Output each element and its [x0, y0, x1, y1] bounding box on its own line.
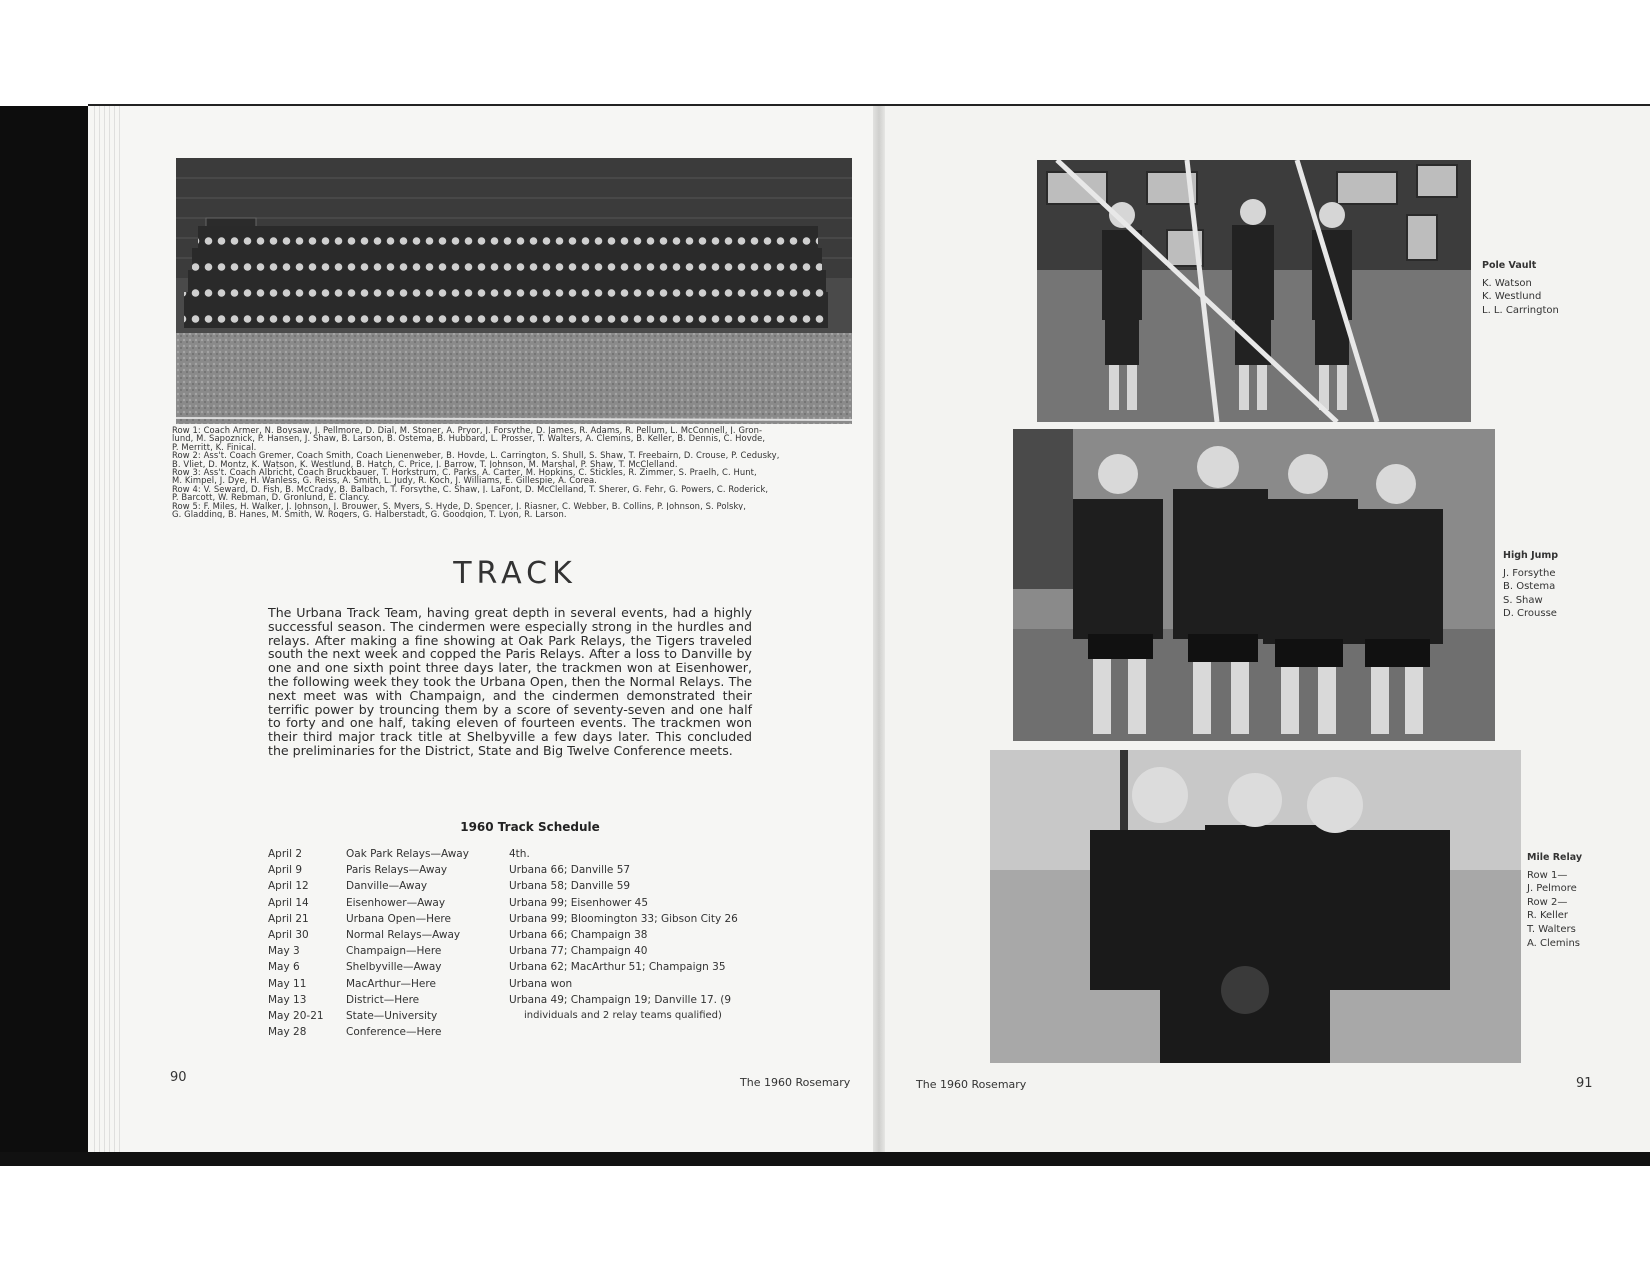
- caption-line: G. Gladding, B. Hanes, M. Smith, W. Rogers, G. Halberstadt, G. Goodgion, T. Lyon, R. Larson.: [172, 510, 567, 519]
- schedule-event: MacArthur—Here: [346, 977, 436, 990]
- schedule-date: April 2: [268, 848, 303, 860]
- schedule-result: Urbana 49; Champaign 19; Danville 17. (9: [509, 993, 732, 1006]
- mile-relay-heading: Mile Relay: [1527, 852, 1583, 863]
- scan-border-bottom: [0, 1152, 1650, 1166]
- caption-line: Row 1: Coach Armer, N. Boysaw, J. Pellmore, D. Dial, M. Stoner, A. Pryor, J. Forsythe, D. James, R. Adams, R. Pellum, L. McConnell, J. Gron-: [172, 426, 763, 435]
- schedule-date: April 21: [268, 912, 309, 925]
- caption-line: M. Kimpel, J. Dye, H. Wanless, G. Reiss, A. Smith, L. Judy, R. Koch, J. Williams, E. Gillespie, A. Corea.: [172, 476, 598, 485]
- caption-line: Row 4: V. Seward, D. Fish, B. McCrady, B. Balbach, T. Forsythe, C. Shaw, J. LaFont, D. McClelland, T. Sherer, G. Fehr, G. Powers, C. Roderick,: [172, 484, 769, 494]
- caption-line: Row 3: Ass't. Coach Albricht, Coach Bruckbauer, T. Horkstrum, C. Parks, A. Carter, M. Hopkins, C. Stickles, R. Zimmer, S. Praelh, C. Hunt,: [172, 468, 757, 477]
- athlete-name: K. Watson: [1482, 277, 1532, 289]
- relay-line: A. Clemins: [1527, 937, 1581, 949]
- article-body: The Urbana Track Team, having great depth in several events, had a highly successful season. The cindermen were especially strong in the hurdles and relays. After making a fine showing at Oak Park Relays, the Tigers traveled south the next week and copped the Paris Relays. After a loss to Danville by one and one sixth point three days later, the trackmen won at Eisenhower, the following week they took the Urbana Open, then the Normal Relays. The next meet was with Champaign, and the cindermen demonstrated their terrific power by trouncing them by a score of seventy-seven and one half to forty and one half, taking eleven of fourteen events. The trackmen won their third major track title at Shelbyville a few days later. This concluded the preliminaries for the District, State and Big Twelve Conference meets.: [268, 605, 752, 758]
- schedule-event: Oak Park Relays—Away: [346, 848, 469, 860]
- pole-vault-photo: [1037, 160, 1471, 422]
- schedule-event: Paris Relays—Away: [346, 864, 448, 877]
- page-number-right: 91: [1576, 1076, 1593, 1091]
- schedule-event: Normal Relays—Away: [346, 928, 461, 941]
- page-edge-lines: [94, 106, 124, 1152]
- athlete-name: L. L. Carrington: [1482, 304, 1559, 316]
- schedule-event: Eisenhower—Away: [346, 896, 446, 909]
- mile-relay-photo: [990, 750, 1521, 1063]
- schedule-event: Conference—Here: [346, 1026, 442, 1039]
- athlete-name: S. Shaw: [1503, 594, 1543, 606]
- schedule-result: Urbana 77; Champaign 40: [509, 945, 648, 958]
- schedule-note: individuals and 2 relay teams qualified): [524, 1010, 722, 1021]
- high-jump-photo: [1013, 429, 1495, 741]
- caption-line: P. Barcott, W. Rebman, D. Gronlund, E. Clancy.: [172, 493, 370, 502]
- relay-line: R. Keller: [1527, 910, 1568, 922]
- caption-line: Row 5: F. Miles, H. Walker, J. Johnson, J. Brouwer, S. Myers, S. Hyde, D. Spencer, J. Riasner, C. Webber, B. Collins, P. Johnson, S. Polsky,: [172, 501, 746, 511]
- relay-line: Row 1—: [1527, 869, 1568, 881]
- team-photo-caption: [172, 426, 852, 518]
- schedule-date: May 3: [268, 945, 300, 958]
- schedule-date: May 13: [268, 993, 307, 1006]
- page-title: TRACK: [453, 556, 577, 591]
- relay-line: T. Walters: [1527, 923, 1576, 935]
- schedule-result: Urbana 66; Champaign 38: [509, 928, 648, 941]
- team-photo: [176, 158, 852, 424]
- athlete-name: B. Ostema: [1503, 581, 1556, 593]
- caption-line: P. Merritt, K. Finical.: [172, 442, 257, 452]
- athlete-name: K. Westlund: [1482, 291, 1542, 303]
- schedule-result: Urbana 62; MacArthur 51; Champaign 35: [509, 961, 726, 974]
- high-jump-heading: High Jump: [1503, 550, 1559, 561]
- caption-line: B. Vliet, D. Montz, K. Watson, K. Westlund, B. Hatch, C. Price, J. Barrow, T. Johnson, M. Marshal, P. Shaw, T. McClelland.: [172, 459, 678, 469]
- footer-right: The 1960 Rosemary: [916, 1078, 1027, 1091]
- schedule-date: May 6: [268, 961, 300, 974]
- mile-relay-caption: [1527, 851, 1582, 950]
- athlete-name: J. Forsythe: [1503, 567, 1556, 579]
- relay-line: J. Pelmore: [1527, 883, 1577, 895]
- schedule-date: April 14: [268, 896, 309, 909]
- pole-vault-caption: [1482, 259, 1559, 317]
- athlete-name: D. Crousse: [1503, 608, 1557, 620]
- schedule-event: District—Here: [346, 993, 420, 1006]
- schedule-result: Urbana 66; Danville 57: [509, 864, 631, 877]
- schedule-date: April 30: [268, 928, 309, 941]
- schedule-date: May 11: [268, 977, 307, 990]
- schedule-date: May 20-21: [268, 1009, 324, 1022]
- schedule-date: April 12: [268, 880, 309, 893]
- schedule-date: April 9: [268, 864, 303, 877]
- schedule-event: Shelbyville—Away: [346, 961, 442, 974]
- scan-border-left: [0, 106, 88, 1166]
- schedule-result: Urbana won: [509, 977, 573, 990]
- footer-left: The 1960 Rosemary: [740, 1076, 851, 1089]
- schedule-date: May 28: [268, 1026, 307, 1039]
- schedule-title: 1960 Track Schedule: [460, 820, 600, 834]
- caption-line: lund, M. Sapoznick, P. Hansen, J. Shaw, B. Larson, B. Ostema, B. Hubbard, L. Prosser, T. Walters, A. Clemins, B. Keller, B. Dennis, C. Hovde,: [172, 434, 766, 443]
- schedule-event: State—University: [346, 1009, 438, 1022]
- book-gutter: [873, 106, 885, 1152]
- schedule-result: 4th.: [509, 848, 530, 860]
- schedule-result: Urbana 99; Eisenhower 45: [509, 896, 649, 909]
- pole-vault-heading: Pole Vault: [1482, 260, 1537, 271]
- caption-line: Row 2: Ass't. Coach Gremer, Coach Smith, Coach Lienenweber, B. Hovde, L. Carrington, S. Shull, S. Shaw, T. Freebairn, D. Crouse, P. Cedusky,: [172, 451, 780, 460]
- high-jump-caption: [1503, 549, 1558, 621]
- schedule-result: Urbana 99; Bloomington 33; Gibson City 26: [509, 912, 738, 925]
- schedule-event: Urbana Open—Here: [346, 912, 451, 925]
- schedule-event: Champaign—Here: [346, 945, 442, 958]
- schedule-event: Danville—Away: [346, 880, 428, 893]
- schedule-result: Urbana 58; Danville 59: [509, 880, 631, 893]
- page-number-left: 90: [170, 1070, 187, 1085]
- relay-line: Row 2—: [1527, 896, 1568, 908]
